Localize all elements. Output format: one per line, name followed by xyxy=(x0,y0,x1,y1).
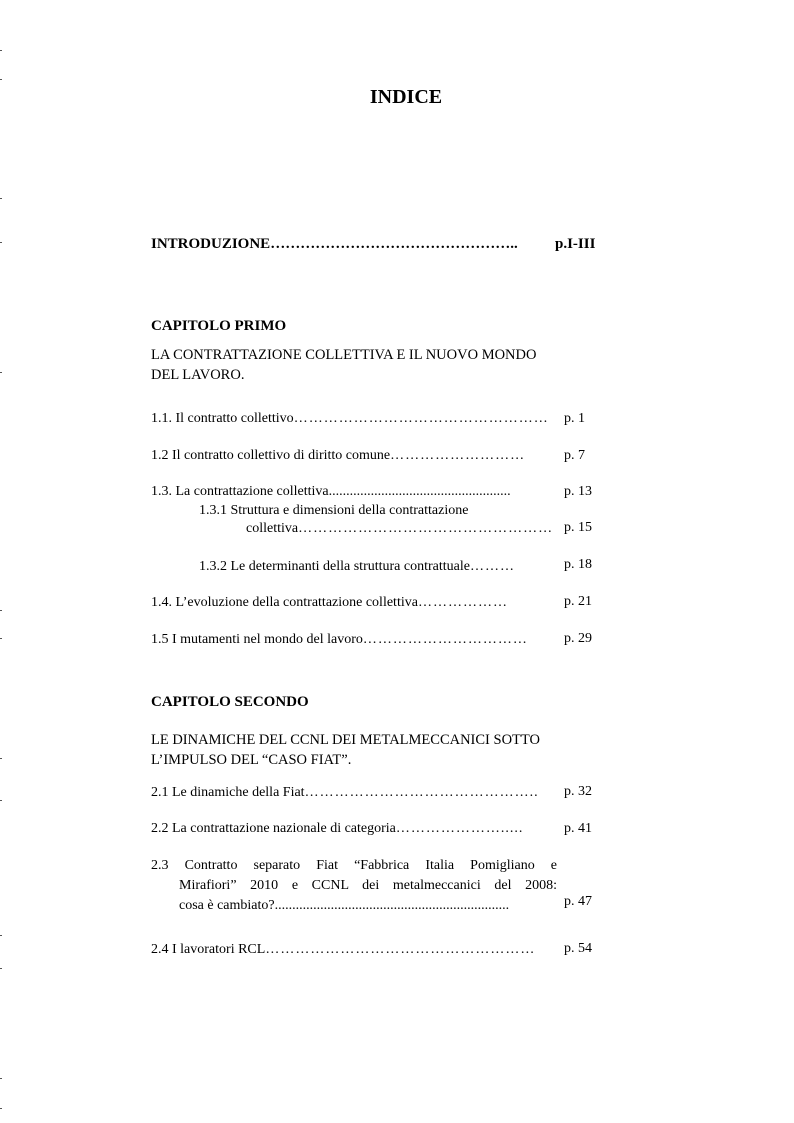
toc-entry-dots: ................................................................... xyxy=(274,898,510,913)
toc-entry-dots: .................................................... xyxy=(328,484,511,499)
toc-entry-page: p. 54 xyxy=(564,941,592,956)
toc-entry-page: p. 7 xyxy=(564,448,585,463)
toc-entry-text: 2.4 I lavoratori RCL xyxy=(151,942,266,957)
toc-entry-page: p. 32 xyxy=(564,784,592,799)
page-title: INDICE xyxy=(369,86,443,108)
toc-entry-dots: …………………………………………… xyxy=(293,411,549,426)
toc-entry-2-4[interactable] xyxy=(151,942,535,958)
toc-entry-page: p. 41 xyxy=(564,821,592,836)
chapter-2-label: CAPITOLO SECONDO xyxy=(151,694,309,710)
margin-tick xyxy=(0,968,2,969)
chapter-1-title xyxy=(151,345,601,385)
chapter-2-title-line: LE DINAMICHE DEL CCNL DEI METALMECCANICI SOTTO xyxy=(151,732,540,748)
toc-entry-text: 2.3 Contratto separato Fiat “Fabbrica Italia Pomigliano e xyxy=(151,858,557,873)
toc-entry-1-4[interactable] xyxy=(151,595,508,611)
margin-tick xyxy=(0,372,2,373)
toc-intro[interactable] xyxy=(151,236,518,253)
toc-entry-text: Mirafiori” 2010 e CCNL dei metalmeccanici del 2008: xyxy=(179,878,557,893)
margin-tick xyxy=(0,198,2,199)
toc-entry-page: p. 21 xyxy=(564,594,592,609)
toc-entry-text: 2.1 Le dinamiche della Fiat xyxy=(151,785,305,800)
margin-tick xyxy=(0,1108,2,1109)
margin-tick xyxy=(0,610,2,611)
toc-entry-dots: ……… xyxy=(469,559,515,574)
toc-entry-2-3[interactable] xyxy=(151,856,557,916)
toc-entry-page: p. 13 xyxy=(564,484,592,499)
toc-entry-1-2[interactable] xyxy=(151,448,525,464)
toc-entry-text: 1.3.2 Le determinanti della struttura contrattuale xyxy=(199,559,470,574)
toc-entry-1-5[interactable] xyxy=(151,632,528,648)
toc-entry-1-1[interactable] xyxy=(151,411,549,427)
margin-tick xyxy=(0,800,2,801)
toc-entry-dots: ……………… xyxy=(417,595,508,610)
toc-entry-text: 1.1. Il contratto collettivo xyxy=(151,411,294,426)
toc-entry-page: p. 15 xyxy=(564,520,592,535)
chapter-1-label: CAPITOLO PRIMO xyxy=(151,318,287,334)
margin-tick xyxy=(0,50,2,51)
toc-entry-1-3[interactable] xyxy=(151,484,511,500)
margin-tick xyxy=(0,758,2,759)
toc-entry-text: 1.5 I mutamenti nel mondo del lavoro xyxy=(151,632,363,647)
toc-entry-dots: ……………………… xyxy=(390,448,526,463)
toc-entry-text: 1.3. La contrattazione collettiva xyxy=(151,484,329,499)
chapter-1-title-line: DEL LAVORO. xyxy=(151,367,245,383)
toc-entry-1-3-1[interactable] xyxy=(199,503,553,537)
toc-intro-dots: ………………………………………….. xyxy=(270,236,518,252)
toc-entry-1-3-2[interactable] xyxy=(199,559,515,575)
chapter-1-title-line: LA CONTRATTAZIONE COLLETTIVA E IL NUOVO MONDO xyxy=(151,347,537,363)
toc-entry-2-1[interactable] xyxy=(151,785,539,801)
chapter-2-title-line: L’IMPULSO DEL “CASO FIAT”. xyxy=(151,752,352,768)
toc-entry-dots: …………………………………………… xyxy=(298,521,554,536)
toc-entry-page: p. 29 xyxy=(564,631,592,646)
toc-entry-page: p. 47 xyxy=(564,894,592,909)
toc-entry-text: 1.4. L’evoluzione della contrattazione collettiva xyxy=(151,595,418,610)
toc-entry-page: p. 18 xyxy=(564,557,592,572)
toc-entry-dots: ……………………………………….. xyxy=(304,785,539,800)
toc-entry-dots: ……………………………………………… xyxy=(265,942,536,957)
toc-entry-2-2[interactable] xyxy=(151,821,523,837)
margin-tick xyxy=(0,1078,2,1079)
margin-tick xyxy=(0,242,2,243)
toc-entry-text: 1.3.1 Struttura e dimensioni della contrattazione xyxy=(199,503,469,518)
margin-tick xyxy=(0,79,2,80)
margin-tick xyxy=(0,638,2,639)
toc-intro-label: INTRODUZIONE xyxy=(151,236,271,252)
toc-intro-page: p.I-III xyxy=(555,236,596,252)
toc-entry-text: 2.2 La contrattazione nazionale di categoria xyxy=(151,821,396,836)
toc-entry-dots: …………………………… xyxy=(362,632,528,647)
toc-entry-page: p. 1 xyxy=(564,411,585,426)
toc-entry-dots: …………………..... xyxy=(395,821,524,836)
toc-entry-text: cosa è cambiato? xyxy=(179,898,275,913)
toc-entry-text: collettiva xyxy=(246,521,299,536)
margin-tick xyxy=(0,935,2,936)
chapter-2-title xyxy=(151,730,601,770)
toc-entry-text: 1.2 Il contratto collettivo di diritto comune xyxy=(151,448,391,463)
